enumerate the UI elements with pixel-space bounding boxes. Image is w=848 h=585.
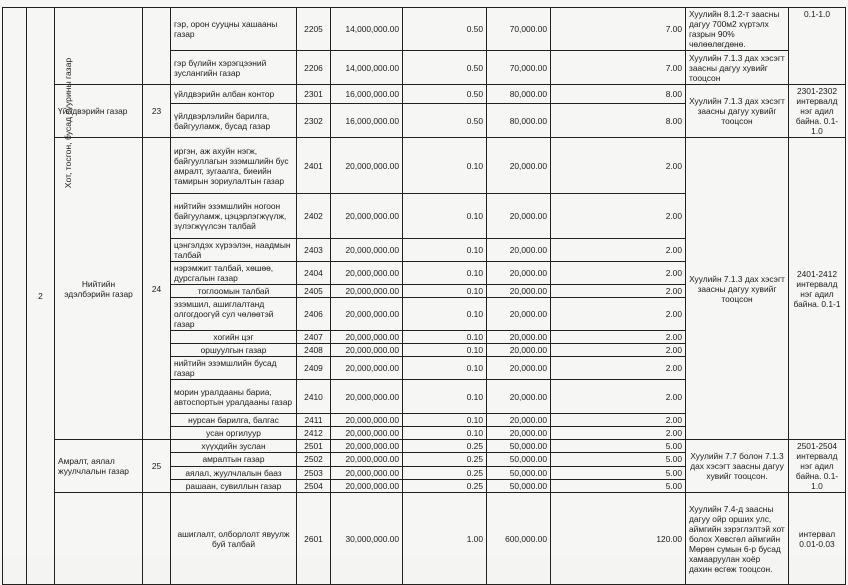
base-price: 20,000,000.00 — [331, 239, 403, 262]
coefficient: 0.10 — [403, 285, 487, 298]
coefficient: 0.10 — [403, 298, 487, 331]
land-use-code: 2410 — [297, 380, 331, 414]
land-use-name: рашаан, сувиллын газар — [171, 479, 297, 492]
fee-rate: 2.00 — [551, 344, 686, 357]
reason-text: Хуулийн 7.4-д заасны дагуу ойр орших улс, аймгийн зэрэглэлтэй хот болох Хөвсгөл аймгийн Мөрөн сумын 6-р бусад хамааруулан хоёр дахин өсгөж тооцсон. — [686, 493, 789, 585]
land-use-name: оршуулгын газар — [171, 344, 297, 357]
fee-amount: 50,000.00 — [487, 479, 551, 492]
base-price: 20,000,000.00 — [331, 138, 403, 194]
coefficient: 0.25 — [403, 466, 487, 479]
category-name: Амралт, аялал жуулчлалын газар — [55, 440, 143, 493]
fee-rate: 120.00 — [551, 493, 686, 585]
base-price: 20,000,000.00 — [331, 414, 403, 427]
land-use-name: ашиглалт, олборлолт явуулж буй талбай — [171, 493, 297, 585]
coefficient: 0.10 — [403, 414, 487, 427]
fee-rate: 8.00 — [551, 85, 686, 104]
section-label: Хот, тосгон, бусад суурины газар — [63, 57, 74, 189]
land-use-name: нийтийн эзэмшлийн ногоон байгууламж, цэцэрлэгжүүлж, зүлэгжүүлсэн талбай — [171, 194, 297, 239]
land-use-code: 2504 — [297, 479, 331, 492]
reason-text: Хуулийн 8.1.2-т заасны дагуу 700м2 хүртэлх газрын 90% чөлөөлөгдөнө. — [686, 8, 789, 51]
fee-rate: 2.00 — [551, 380, 686, 414]
land-use-name: хогийн цэг — [171, 331, 297, 344]
land-use-name: гэр бүлийн хэрэгцээний зуслангийн газар — [171, 51, 297, 85]
land-use-code: 2406 — [297, 298, 331, 331]
fee-rate: 2.00 — [551, 285, 686, 298]
fee-amount: 20,000.00 — [487, 427, 551, 440]
land-use-code: 2411 — [297, 414, 331, 427]
fee-rate: 5.00 — [551, 453, 686, 466]
coefficient: 0.10 — [403, 380, 487, 414]
fee-rate: 2.00 — [551, 262, 686, 285]
land-use-name: цэнгэлдэх хүрээлэн, наадмын талбай — [171, 239, 297, 262]
table-row — [3, 493, 846, 585]
category-no: 23 — [143, 85, 171, 138]
base-price: 20,000,000.00 — [331, 427, 403, 440]
land-use-code: 2404 — [297, 262, 331, 285]
land-use-code: 2206 — [297, 51, 331, 85]
reason-text: Хуулийн 7.1.3 дах хэсэгт заасны дагуу хувийг тооцсон — [686, 85, 789, 138]
note-text: интервал 0.01-0.03 — [789, 493, 846, 585]
coefficient: 0.10 — [403, 239, 487, 262]
base-price: 20,000,000.00 — [331, 298, 403, 331]
coefficient: 0.25 — [403, 479, 487, 492]
land-use-code: 2302 — [297, 104, 331, 138]
land-use-code: 2407 — [297, 331, 331, 344]
fee-rate: 2.00 — [551, 194, 686, 239]
land-use-name: үйлдвэрийн албан контор — [171, 85, 297, 104]
coefficient: 0.50 — [403, 104, 487, 138]
fee-rate: 5.00 — [551, 479, 686, 492]
reason-text: Хуулийн 7.1.3 дах хэсэгт заасны дагуу хувийг тооцсон — [686, 51, 789, 85]
category-no-cell — [143, 8, 171, 85]
land-use-name: амралтын газар — [171, 453, 297, 466]
land-use-code: 2403 — [297, 239, 331, 262]
land-use-code: 2405 — [297, 285, 331, 298]
note-text: 0.1-1.0 — [789, 8, 846, 85]
category-cell — [55, 493, 143, 585]
reason-text: Хуулийн 7.7 болон 7.1.3 дах хэсэгт заасны дагуу хувийг тооцсон. — [686, 440, 789, 493]
fee-amount: 70,000.00 — [487, 51, 551, 85]
land-use-name: тоглоомын талбай — [171, 285, 297, 298]
fee-amount: 20,000.00 — [487, 357, 551, 380]
coefficient: 0.50 — [403, 51, 487, 85]
coefficient: 0.25 — [403, 453, 487, 466]
fee-rate: 5.00 — [551, 440, 686, 453]
fee-rate: 2.00 — [551, 239, 686, 262]
fee-amount: 20,000.00 — [487, 331, 551, 344]
land-use-code: 2409 — [297, 357, 331, 380]
coefficient: 0.50 — [403, 8, 487, 51]
base-price: 20,000,000.00 — [331, 466, 403, 479]
base-price: 20,000,000.00 — [331, 194, 403, 239]
land-use-name: үйлдвэрлэлийн барилга, байгууламж, бусад газар — [171, 104, 297, 138]
reason-text: Хуулийн 7.1.3 дах хэсэгт заасны дагуу хувийг тооцсон — [686, 138, 789, 440]
fee-rate: 2.00 — [551, 357, 686, 380]
fee-amount: 600,000.00 — [487, 493, 551, 585]
land-use-name: хүүхдийн зуслан — [171, 440, 297, 453]
land-use-name: морин уралдааны бариа, автоспортын уралдааны газар — [171, 380, 297, 414]
land-use-code: 2301 — [297, 85, 331, 104]
base-price: 16,000,000.00 — [331, 104, 403, 138]
fee-rate: 7.00 — [551, 51, 686, 85]
table-row — [3, 85, 846, 104]
fee-amount: 50,000.00 — [487, 453, 551, 466]
base-price: 14,000,000.00 — [331, 51, 403, 85]
coefficient: 0.10 — [403, 194, 487, 239]
note-text: 2501-2504 интервалд нэг адил байна. 0.1-1.0 — [789, 440, 846, 493]
fee-amount: 20,000.00 — [487, 138, 551, 194]
land-use-code: 2502 — [297, 453, 331, 466]
fee-amount: 20,000.00 — [487, 239, 551, 262]
fee-rate: 2.00 — [551, 298, 686, 331]
land-use-name: нэрэмжит талбай, хөшөө, дурсгалын газар — [171, 262, 297, 285]
fee-rate: 2.00 — [551, 427, 686, 440]
land-use-name: аялал, жуулчлалын бааз — [171, 466, 297, 479]
fee-amount: 80,000.00 — [487, 85, 551, 104]
base-price: 20,000,000.00 — [331, 331, 403, 344]
fee-amount: 20,000.00 — [487, 344, 551, 357]
base-price: 16,000,000.00 — [331, 85, 403, 104]
base-price: 14,000,000.00 — [331, 8, 403, 51]
fee-rate: 5.00 — [551, 466, 686, 479]
coefficient: 1.00 — [403, 493, 487, 585]
base-price: 30,000,000.00 — [331, 493, 403, 585]
land-use-code: 2408 — [297, 344, 331, 357]
fee-amount: 80,000.00 — [487, 104, 551, 138]
category-no-cell — [143, 493, 171, 585]
base-price: 20,000,000.00 — [331, 380, 403, 414]
land-use-name: иргэн, аж ахуйн нэгж, байгууллагын эзэмшлийн бус амралт, зугаалга, биеийн тамирын зориулалтын газар — [171, 138, 297, 194]
fee-amount: 20,000.00 — [487, 262, 551, 285]
base-price: 20,000,000.00 — [331, 479, 403, 492]
fee-rate: 2.00 — [551, 331, 686, 344]
fee-amount: 20,000.00 — [487, 285, 551, 298]
note-text: 2401-2412 интервалд нэг адил байна. 0.1-1 — [789, 138, 846, 440]
coefficient: 0.50 — [403, 85, 487, 104]
group-number: 2 — [27, 8, 55, 585]
base-price: 20,000,000.00 — [331, 262, 403, 285]
coefficient: 0.10 — [403, 138, 487, 194]
land-use-name: усан оргилуур — [171, 427, 297, 440]
land-use-name: нурсан барилга, балгас — [171, 414, 297, 427]
base-price: 20,000,000.00 — [331, 285, 403, 298]
coefficient: 0.10 — [403, 344, 487, 357]
fee-amount: 70,000.00 — [487, 8, 551, 51]
category-no: 24 — [143, 138, 171, 440]
base-price: 20,000,000.00 — [331, 453, 403, 466]
fee-amount: 20,000.00 — [487, 414, 551, 427]
category-name: Нийтийн эдэлбэрийн газар — [55, 138, 143, 440]
fee-rate: 8.00 — [551, 104, 686, 138]
fee-amount: 50,000.00 — [487, 466, 551, 479]
base-price: 20,000,000.00 — [331, 440, 403, 453]
base-price: 20,000,000.00 — [331, 357, 403, 380]
category-name: Үйлдвэрийн газар — [55, 85, 143, 138]
coefficient: 0.10 — [403, 427, 487, 440]
land-fee-table — [2, 7, 846, 585]
fee-amount: 20,000.00 — [487, 298, 551, 331]
land-use-name: нийтийн эзэмшлийн бусад газар — [171, 357, 297, 380]
land-use-code: 2401 — [297, 138, 331, 194]
fee-rate: 2.00 — [551, 138, 686, 194]
category-no: 25 — [143, 440, 171, 493]
land-use-name: эзэмшил, ашиглалтанд олгогдоогүй сул чөлөөтэй газар — [171, 298, 297, 331]
coefficient: 0.10 — [403, 357, 487, 380]
land-use-code: 2205 — [297, 8, 331, 51]
coefficient: 0.25 — [403, 440, 487, 453]
fee-rate: 2.00 — [551, 414, 686, 427]
land-use-name: гэр, орон сууцны хашааны газар — [171, 8, 297, 51]
base-price: 20,000,000.00 — [331, 344, 403, 357]
table-row — [3, 138, 846, 194]
land-use-code: 2402 — [297, 194, 331, 239]
section-label-cell — [3, 8, 74, 585]
note-text: 2301-2302 интервалд нэг адил байна. 0.1-1.0 — [789, 85, 846, 138]
land-use-code: 2412 — [297, 427, 331, 440]
coefficient: 0.10 — [403, 331, 487, 344]
land-use-code: 2503 — [297, 466, 331, 479]
fee-amount: 20,000.00 — [487, 380, 551, 414]
coefficient: 0.10 — [403, 262, 487, 285]
fee-amount: 20,000.00 — [487, 194, 551, 239]
fee-amount: 50,000.00 — [487, 440, 551, 453]
land-use-code: 2601 — [297, 493, 331, 585]
fee-rate: 7.00 — [551, 8, 686, 51]
land-use-code: 2501 — [297, 440, 331, 453]
table-row — [3, 440, 846, 453]
table-row — [3, 8, 846, 51]
